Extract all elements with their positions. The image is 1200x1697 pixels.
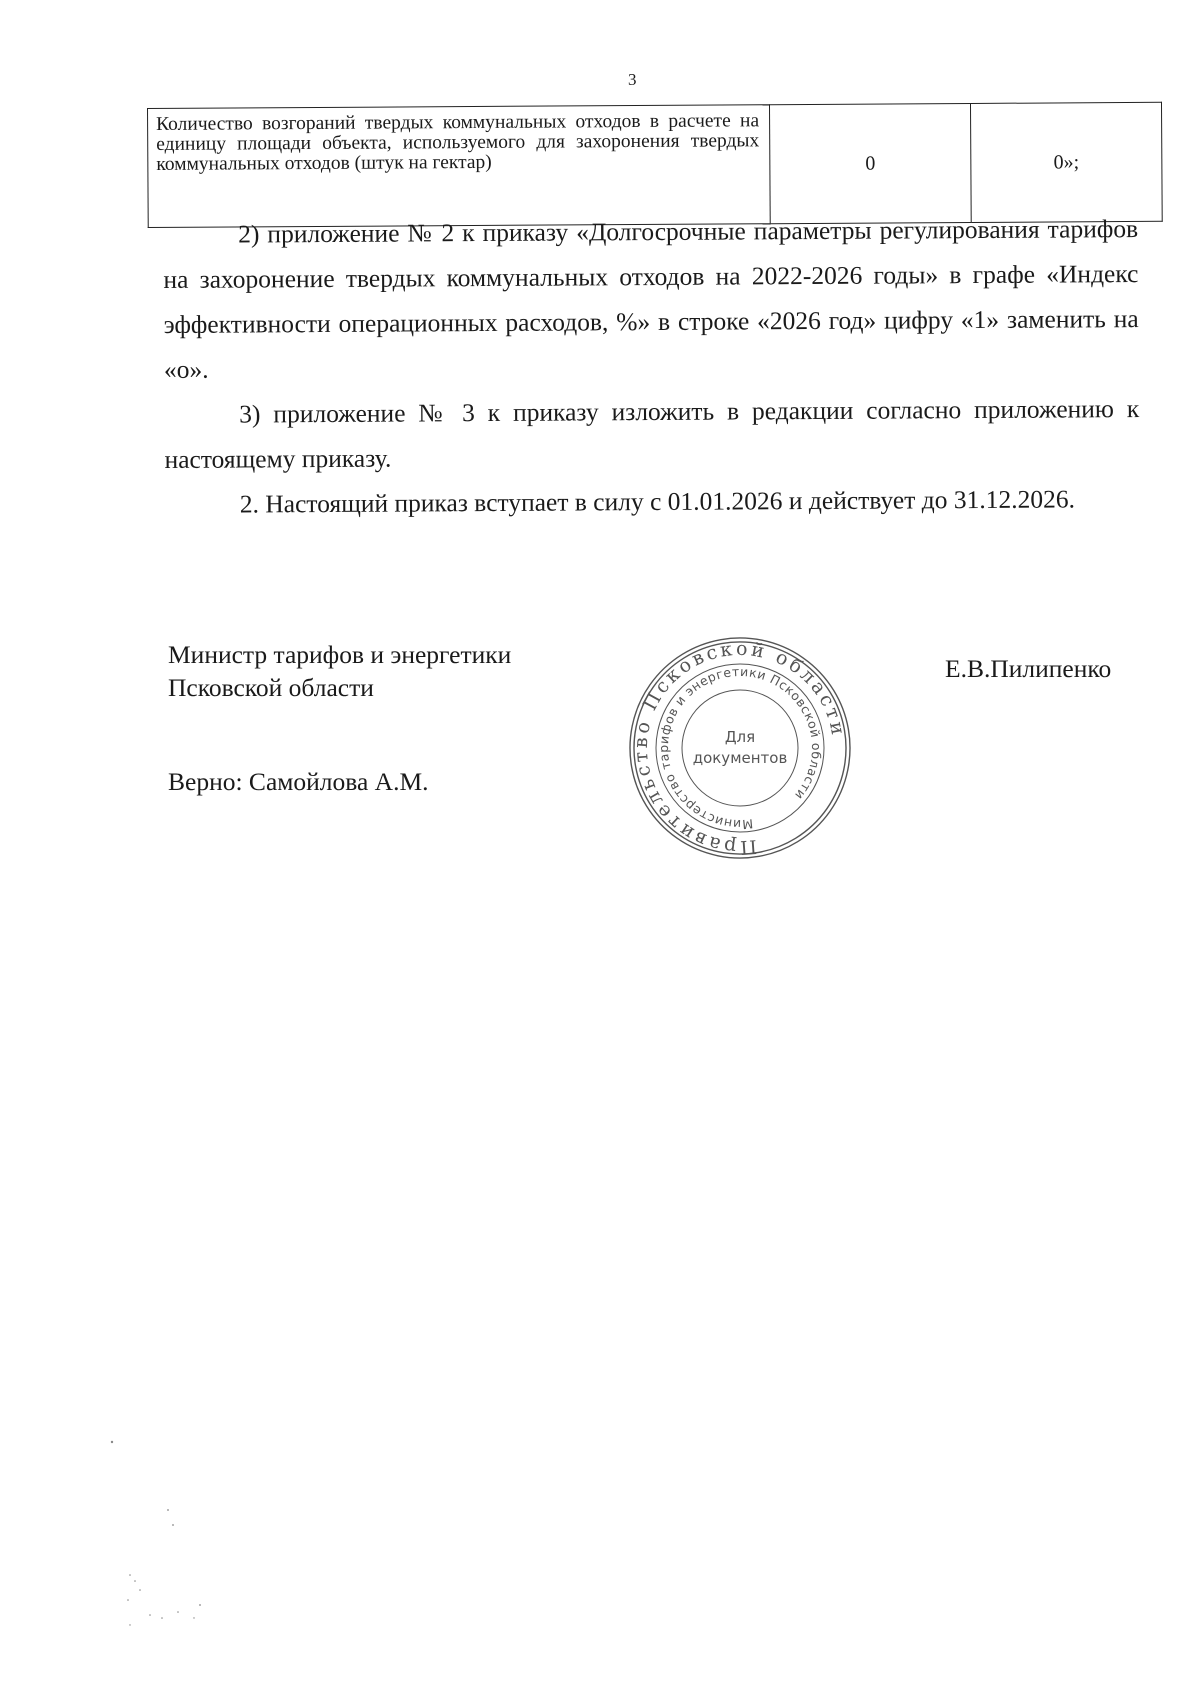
stamp-inner-text: Министерство тарифов и энергетики Псковской области [655,663,825,833]
stamp-center-line-2: документов [692,749,788,767]
verified-by: Верно: Самойлова А.М. [168,767,429,796]
page-number: 3 [628,70,637,89]
indicator-description: Количество возгораний твердых коммунальных отходов в расчете на единицу площади объекта, используемого для захоронения твердых коммунальных отходов (штук на гектар) [148,105,771,228]
paragraph-effective-date: 2. Настоящий приказ вступает в силу с 01.01.2026 и действует до 31.12.2026. [239,484,1076,519]
order-body [163,206,1140,527]
signer-title-line-1: Министр тарифов и энергетики [168,640,512,669]
signer-title-line-2: Псковской области [168,673,374,702]
stamp-outer-text: Правительство Псковской области [629,637,850,859]
scan-speckles [110,1440,350,1640]
official-stamp [625,633,855,863]
stamp-center-line-1: Для [724,728,756,746]
indicator-value-2: 0»; [970,102,1162,222]
signer-title [168,638,511,704]
signer-name: Е.В.Пилипенко [945,654,1112,683]
paragraph-amendment-2: 2) приложение № 2 к приказу «Долгосрочные параметры регулирования тарифов на захоронение твердых коммунальных отходов на 2022-2026 годы» в графе «Индекс эффективности операционных расходов, %» в строке «2026 год» цифру «1» заменить на «о». [163,214,1139,384]
paragraph-amendment-3: 3) приложение № 3 к приказу изложить в редакции согласно приложению к настоящему приказу. [164,394,1140,474]
indicator-value-1: 0 [769,103,971,223]
